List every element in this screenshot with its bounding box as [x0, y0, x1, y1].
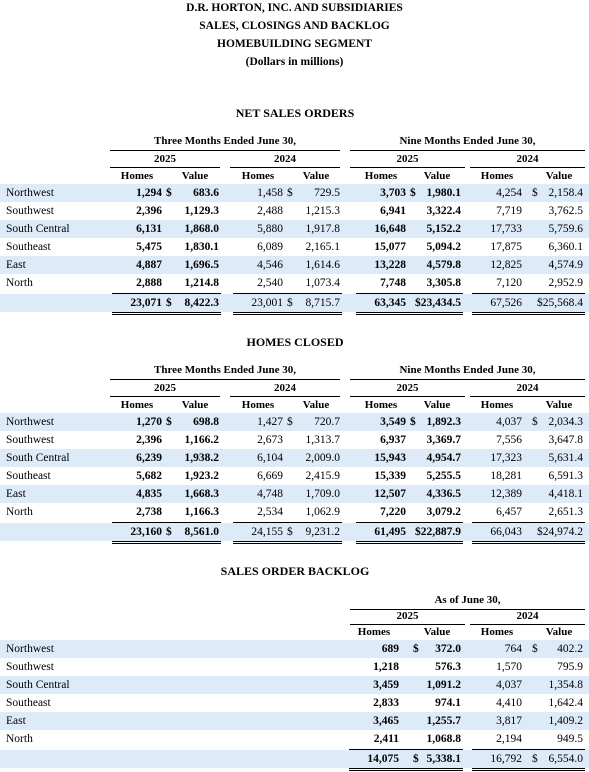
dollar-value: 1,073.4 — [305, 277, 340, 289]
dollar-value: 3,079.2 — [426, 506, 461, 518]
homes-value: 689 — [381, 643, 399, 655]
homes-value: 15,943 — [374, 452, 406, 464]
region-label: South Central — [6, 452, 70, 464]
dollar-value: 4,954.7 — [426, 452, 461, 464]
homes-value: 6,669 — [257, 470, 283, 482]
hc-homes-header: Homes — [364, 399, 398, 411]
ns-9m-2024: 2024 — [516, 153, 539, 165]
homes-value: 2,673 — [257, 434, 283, 446]
hc-3m-2025: 2025 — [154, 382, 176, 394]
total-value: 8,561.0 — [184, 526, 219, 538]
dollar-value: 974.1 — [435, 697, 461, 709]
segment-title: HOMEBUILDING SEGMENT — [217, 38, 372, 50]
dollar-sign: $ — [287, 416, 293, 428]
dollar-value: 576.3 — [435, 661, 461, 673]
bl-as-of-header: As of June 30, — [434, 594, 501, 606]
dollar-value: 402.2 — [557, 643, 583, 655]
ns-three-months-header: Three Months Ended June 30, — [154, 135, 296, 147]
homes-value: 3,549 — [380, 416, 406, 428]
region-label: Southeast — [6, 241, 51, 253]
total-double-line — [472, 541, 585, 544]
dollar-value: 1,668.3 — [184, 488, 219, 500]
dollar-value: 5,152.2 — [426, 223, 461, 235]
total-double-line — [349, 768, 463, 771]
region-label: Northwest — [6, 643, 54, 655]
dollar-value: 5,094.2 — [426, 241, 461, 253]
total-homes: 23,071 — [130, 297, 162, 309]
bl-row — [0, 640, 589, 658]
total-double-line — [112, 541, 221, 544]
homes-value: 2,534 — [257, 506, 283, 518]
hc-row — [0, 467, 589, 485]
ns-value-header: Value — [423, 170, 451, 182]
homes-value: 13,228 — [374, 259, 406, 271]
dollar-value: 4,579.8 — [426, 259, 461, 271]
homes-value: 7,220 — [380, 506, 406, 518]
total-value: 5,338.1 — [426, 753, 461, 765]
homes-value: 15,077 — [374, 241, 406, 253]
bl-2025: 2025 — [396, 610, 419, 622]
homes-value: 2,833 — [373, 697, 399, 709]
bl-homes-header: Homes — [357, 626, 391, 638]
dollar-value: 1,917.8 — [305, 223, 340, 235]
homes-value: 2,396 — [136, 205, 162, 217]
dollar-value: 3,322.4 — [426, 205, 461, 217]
dollar-value: 949.5 — [557, 733, 583, 745]
dollar-value: 3,369.7 — [426, 434, 461, 446]
hc-row — [0, 431, 589, 449]
homes-value: 3,703 — [380, 187, 406, 199]
region-label: Southeast — [6, 697, 51, 709]
bl-value-header: Value — [423, 626, 451, 638]
dollar-value: 1,696.5 — [184, 259, 219, 271]
homes-value: 1,218 — [373, 661, 399, 673]
homes-value: 4,037 — [496, 416, 522, 428]
ns-row — [0, 256, 589, 274]
homes-value: 1,427 — [257, 416, 283, 428]
region-label: East — [6, 488, 26, 500]
homes-value: 3,465 — [373, 715, 399, 727]
homes-value: 7,719 — [496, 205, 522, 217]
dollar-sign: $ — [532, 643, 538, 655]
dollar-value: 1,062.9 — [305, 506, 340, 518]
dollar-value: 2,952.9 — [548, 277, 583, 289]
total-homes: 23,001 — [251, 297, 283, 309]
total-value: $22,887.9 — [415, 526, 461, 538]
dollar-sign: $ — [532, 753, 538, 765]
total-value: $23,434.5 — [415, 297, 461, 309]
homes-value: 15,339 — [374, 470, 406, 482]
dollar-value: 1,068.8 — [426, 733, 461, 745]
dollar-value: 1,091.2 — [426, 679, 461, 691]
hc-homes-header: Homes — [120, 399, 154, 411]
dollar-value: 2,034.3 — [548, 416, 583, 428]
homes-value: 12,389 — [490, 488, 522, 500]
homes-value: 6,457 — [496, 506, 522, 518]
dollar-value: 6,360.1 — [548, 241, 583, 253]
hc-homes-header: Homes — [480, 399, 514, 411]
homes-value: 6,089 — [257, 241, 283, 253]
total-value: 8,422.3 — [184, 297, 219, 309]
homes-value: 12,825 — [490, 259, 522, 271]
homes-value: 6,104 — [257, 452, 283, 464]
ns-value-header: Value — [181, 170, 209, 182]
ns-row — [0, 274, 589, 292]
homes-value: 7,120 — [496, 277, 522, 289]
dollar-value: 683.6 — [193, 187, 219, 199]
hc-row — [0, 413, 589, 431]
region-label: Northwest — [6, 416, 54, 428]
homes-value: 1,458 — [257, 187, 283, 199]
total-value: 9,231.2 — [305, 526, 340, 538]
total-double-line — [233, 541, 342, 544]
homes-value: 2,396 — [136, 434, 162, 446]
region-label: South Central — [6, 223, 70, 235]
ns-nine-months-header: Nine Months Ended June 30, — [399, 135, 536, 147]
net-sales-title: NET SALES ORDERS — [235, 106, 355, 120]
total-value: $24,974.2 — [537, 526, 583, 538]
hc-row — [0, 485, 589, 503]
total-double-line — [356, 312, 463, 315]
dollar-value: 1,409.2 — [548, 715, 583, 727]
homes-value: 3,459 — [373, 679, 399, 691]
hc-row — [0, 503, 589, 521]
dollar-value: 3,647.8 — [548, 434, 583, 446]
homes-value: 2,888 — [136, 277, 162, 289]
homes-value: 17,733 — [490, 223, 522, 235]
dollar-value: 1,129.3 — [184, 205, 219, 217]
total-homes: 16,792 — [490, 753, 522, 765]
region-label: East — [6, 715, 26, 727]
dollar-value: 3,762.5 — [548, 205, 583, 217]
homes-value: 4,835 — [136, 488, 162, 500]
hc-value-header: Value — [545, 399, 573, 411]
report-title: SALES, CLOSINGS AND BACKLOG — [199, 20, 390, 32]
ns-row — [0, 184, 589, 202]
dollar-value: 2,158.4 — [548, 187, 583, 199]
homes-value: 764 — [504, 643, 522, 655]
dollar-value: 1,214.8 — [184, 277, 219, 289]
total-homes: 24,155 — [251, 526, 283, 538]
ns-value-header: Value — [545, 170, 573, 182]
region-label: Southwest — [6, 661, 54, 673]
total-value: 6,554.0 — [548, 753, 583, 765]
total-value: $25,568.4 — [537, 297, 583, 309]
region-label: North — [6, 506, 33, 518]
homes-value: 18,281 — [490, 470, 522, 482]
dollar-value: 1,313.7 — [305, 434, 340, 446]
bl-row — [0, 730, 589, 748]
ns-value-header: Value — [302, 170, 330, 182]
ns-total-row — [0, 294, 589, 312]
hc-row — [0, 449, 589, 467]
dollar-sign: $ — [287, 187, 293, 199]
hc-value-header: Value — [302, 399, 330, 411]
total-double-line — [472, 312, 585, 315]
bl-row — [0, 712, 589, 730]
hc-value-header: Value — [181, 399, 209, 411]
ns-row — [0, 202, 589, 220]
ns-3m-2025: 2025 — [154, 153, 176, 165]
hc-three-months-header: Three Months Ended June 30, — [154, 364, 296, 376]
ns-row — [0, 220, 589, 238]
total-homes: 14,075 — [367, 753, 399, 765]
region-label: Northwest — [6, 187, 54, 199]
hc-3m-2024: 2024 — [274, 382, 296, 394]
total-homes: 66,043 — [490, 526, 522, 538]
region-label: Southwest — [6, 205, 54, 217]
ns-homes-header: Homes — [480, 170, 514, 182]
hc-total-row — [0, 523, 589, 541]
dollar-sign: $ — [410, 416, 416, 428]
dollar-sign: $ — [287, 297, 293, 309]
homes-value: 4,410 — [496, 697, 522, 709]
homes-value: 17,323 — [490, 452, 522, 464]
homes-value: 5,475 — [136, 241, 162, 253]
homes-value: 6,941 — [380, 205, 406, 217]
homes-value: 2,488 — [257, 205, 283, 217]
homes-value: 4,037 — [496, 679, 522, 691]
homes-value: 2,194 — [496, 733, 522, 745]
homes-value: 7,556 — [496, 434, 522, 446]
homes-value: 5,880 — [257, 223, 283, 235]
homes-value: 2,738 — [136, 506, 162, 518]
homes-value: 5,682 — [136, 470, 162, 482]
hc-homes-header: Homes — [241, 399, 275, 411]
dollar-value: 4,336.5 — [426, 488, 461, 500]
dollar-value: 372.0 — [435, 643, 461, 655]
ns-homes-header: Homes — [120, 170, 154, 182]
homes-value: 1,570 — [496, 661, 522, 673]
total-homes: 23,160 — [130, 526, 162, 538]
hc-nine-months-header: Nine Months Ended June 30, — [399, 364, 536, 376]
dollar-sign: $ — [166, 416, 172, 428]
dollar-value: 1,215.3 — [305, 205, 340, 217]
ns-homes-header: Homes — [364, 170, 398, 182]
dollar-value: 1,830.1 — [184, 241, 219, 253]
dollar-sign: $ — [413, 753, 419, 765]
homes-value: 1,294 — [136, 187, 162, 199]
dollar-sign: $ — [287, 526, 293, 538]
dollar-value: 5,759.6 — [548, 223, 583, 235]
total-homes: 67,526 — [490, 297, 522, 309]
dollar-sign: $ — [413, 643, 419, 655]
homes-value: 12,507 — [374, 488, 406, 500]
dollar-sign: $ — [410, 187, 416, 199]
hc-9m-2025: 2025 — [396, 382, 419, 394]
dollar-value: 1,938.2 — [184, 452, 219, 464]
bl-row — [0, 676, 589, 694]
dollar-value: 1,868.0 — [184, 223, 219, 235]
dollar-value: 2,165.1 — [305, 241, 340, 253]
dollar-value: 1,166.2 — [184, 434, 219, 446]
dollar-value: 1,614.6 — [305, 259, 340, 271]
dollar-value: 2,009.0 — [305, 452, 340, 464]
total-homes: 61,495 — [374, 526, 406, 538]
dollar-value: 1,255.7 — [426, 715, 461, 727]
homes-value: 3,817 — [496, 715, 522, 727]
region-label: North — [6, 733, 33, 745]
dollar-value: 795.9 — [557, 661, 583, 673]
homes-value: 6,937 — [380, 434, 406, 446]
dollar-value: 5,255.5 — [426, 470, 461, 482]
backlog-title: SALES ORDER BACKLOG — [220, 564, 370, 578]
homes-value: 7,748 — [380, 277, 406, 289]
company-name: D.R. HORTON, INC. AND SUBSIDIARIES — [186, 2, 403, 14]
bl-value-header: Value — [545, 626, 573, 638]
dollar-value: 698.8 — [193, 416, 219, 428]
bl-row — [0, 658, 589, 676]
hc-value-header: Value — [423, 399, 451, 411]
homes-value: 1,270 — [136, 416, 162, 428]
ns-row — [0, 238, 589, 256]
region-label: South Central — [6, 679, 70, 691]
dollar-value: 2,415.9 — [305, 470, 340, 482]
dollar-value: 1,709.0 — [305, 488, 340, 500]
homes-value: 6,131 — [136, 223, 162, 235]
dollar-value: 6,591.3 — [548, 470, 583, 482]
hc-9m-2024: 2024 — [516, 382, 539, 394]
bl-row — [0, 694, 589, 712]
region-label: North — [6, 277, 33, 289]
region-label: Southeast — [6, 470, 51, 482]
dollar-value: 4,418.1 — [548, 488, 583, 500]
total-double-line — [472, 768, 585, 771]
homes-value: 4,748 — [257, 488, 283, 500]
homes-value: 4,546 — [257, 259, 283, 271]
dollar-value: 1,980.1 — [426, 187, 461, 199]
homes-value: 2,540 — [257, 277, 283, 289]
dollar-value: 4,574.9 — [548, 259, 583, 271]
bl-total-row — [0, 750, 589, 768]
homes-value: 17,875 — [490, 241, 522, 253]
dollar-value: 1,892.3 — [426, 416, 461, 428]
ns-homes-header: Homes — [241, 170, 275, 182]
dollar-sign: $ — [166, 187, 172, 199]
dollar-value: 720.7 — [314, 416, 340, 428]
ns-9m-2025: 2025 — [396, 153, 419, 165]
dollar-sign: $ — [532, 416, 538, 428]
region-label: Southwest — [6, 434, 54, 446]
dollar-value: 1,642.4 — [548, 697, 583, 709]
total-double-line — [356, 541, 463, 544]
dollar-sign: $ — [532, 187, 538, 199]
dollar-value: 1,923.2 — [184, 470, 219, 482]
homes-value: 16,648 — [374, 223, 406, 235]
units-note: (Dollars in millions) — [245, 56, 344, 68]
total-double-line — [112, 312, 221, 315]
dollar-value: 5,631.4 — [548, 452, 583, 464]
homes-value: 6,239 — [136, 452, 162, 464]
ns-3m-2024: 2024 — [274, 153, 296, 165]
dollar-value: 1,166.3 — [184, 506, 219, 518]
dollar-value: 1,354.8 — [548, 679, 583, 691]
dollar-sign: $ — [166, 526, 172, 538]
total-double-line — [233, 312, 342, 315]
dollar-sign: $ — [166, 297, 172, 309]
dollar-value: 2,651.3 — [548, 506, 583, 518]
region-label: East — [6, 259, 26, 271]
total-homes: 63,345 — [374, 297, 406, 309]
bl-2024: 2024 — [516, 610, 539, 622]
homes-value: 4,254 — [496, 187, 522, 199]
homes-value: 2,411 — [373, 733, 399, 745]
total-value: 8,715.7 — [305, 297, 340, 309]
dollar-value: 729.5 — [314, 187, 340, 199]
homes-closed-title: HOMES CLOSED — [246, 335, 344, 349]
homes-value: 4,887 — [136, 259, 162, 271]
dollar-value: 3,305.8 — [426, 277, 461, 289]
bl-homes-header: Homes — [480, 626, 514, 638]
